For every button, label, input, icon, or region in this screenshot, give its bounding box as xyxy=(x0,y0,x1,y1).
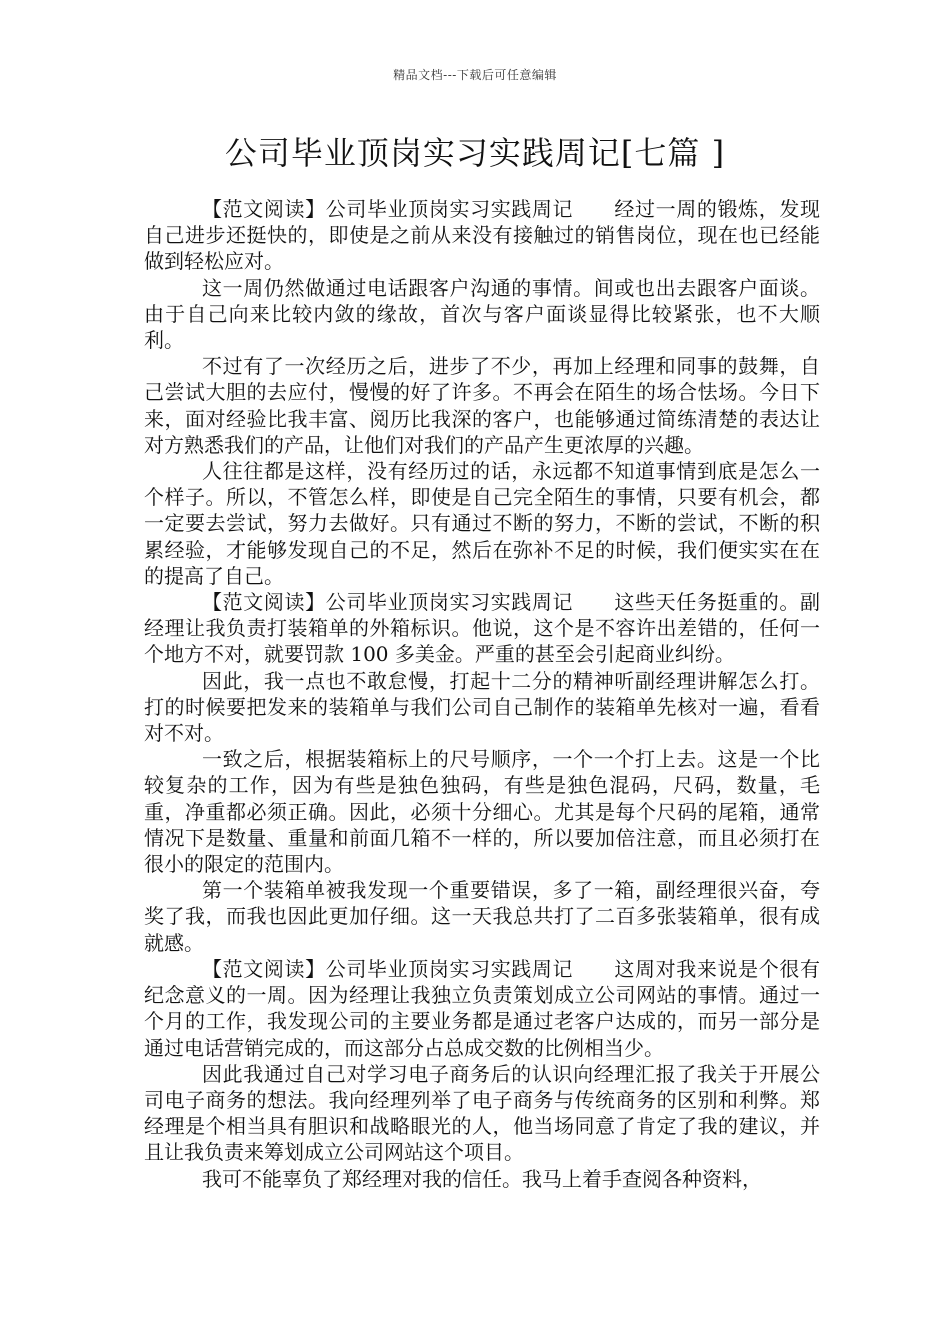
paragraph-1: 【范文阅读】公司毕业顶岗实习实践周记 经过一周的锻炼，发现自己进步还挺快的，即使是之前从来没有接触过的销售岗位，现在也已经能做到轻松应对。 xyxy=(144,197,820,274)
document-body xyxy=(144,196,820,1192)
paragraph-7: 一致之后，根据装箱标上的尺号顺序，一个一个打上去。这是一个比较复杂的工作，因为有些是独色独码，有些是独色混码，尺码，数量，毛重，净重都必须正确。因此，必须十分细心。尤其是每个尺码的尾箱，通常情况下是数量、重量和前面几箱不一样的，所以要加倍注意，而且必须打在很小的限定的范围内。 xyxy=(144,747,820,877)
paragraph-10: 因此我通过自己对学习电子商务后的认识向经理汇报了我关于开展公司电子商务的想法。我向经理列举了电子商务与传统商务的区别和利弊。郑经理是个相当具有胆识和战略眼光的人，他当场同意了肯定了我的建议，并且让我负责来筹划成立公司网站这个项目。 xyxy=(144,1061,820,1165)
header-note: 精品文档---下载后可任意编辑 xyxy=(393,68,557,82)
paragraph-4: 人往往都是这样，没有经历过的话，永远都不知道事情到底是怎么一个样子。所以，不管怎么样，即使是自己完全陌生的事情，只要有机会，都一定要去尝试，努力去做好。只有通过不断的努力，不断的尝试，不断的积累经验，才能够发现自己的不足，然后在弥补不足的时候，我们便实实在在的提高了自己。 xyxy=(144,459,820,588)
paragraph-5: 【范文阅读】公司毕业顶岗实习实践周记 这些天任务挺重的。副经理让我负责打装箱单的外箱标识。他说，这个是不容许出差错的，任何一个地方不对，就要罚款 100 多美金。严重的甚至会引起商业纠纷。 xyxy=(144,590,820,667)
paragraph-6: 因此，我一点也不敢怠慢，打起十二分的精神听副经理讲解怎么打。打的时候要把发来的装箱单与我们公司自己制作的装箱单先核对一遍，看看对不对。 xyxy=(144,668,820,746)
document-title: 公司毕业顶岗实习实践周记[七篇 ] xyxy=(224,134,726,172)
paragraph-8: 第一个装箱单被我发现一个重要错误，多了一箱，副经理很兴奋，夸奖了我，而我也因此更加仔细。这一天我总共打了二百多张装箱单，很有成就感。 xyxy=(144,878,820,955)
paragraph-3: 不过有了一次经历之后，进步了不少，再加上经理和同事的鼓舞，自己尝试大胆的去应付，慢慢的好了许多。不再会在陌生的场合怯场。今日下来，面对经验比我丰富、阅历比我深的客户，也能够通过简练清楚的表达让对方熟悉我们的产品，让他们对我们的产品产生更浓厚的兴趣。 xyxy=(144,354,820,457)
paragraph-2: 这一周仍然做通过电话跟客户沟通的事情。间或也出去跟客户面谈。由于自己向来比较内敛的缘故，首次与客户面谈显得比较紧张，也不大顺利。 xyxy=(144,275,820,353)
paragraph-9: 【范文阅读】公司毕业顶岗实习实践周记 这周对我来说是个很有纪念意义的一周。因为经理让我独立负责策划成立公司网站的事情。通过一个月的工作，我发现公司的主要业务都是通过老客户达成的，而另一部分是通过电话营销完成的，而这部分占总成交数的比例相当少。 xyxy=(144,956,820,1060)
paragraph-11: 我可不能辜负了郑经理对我的信任。我马上着手查阅各种资料， xyxy=(202,1166,762,1191)
